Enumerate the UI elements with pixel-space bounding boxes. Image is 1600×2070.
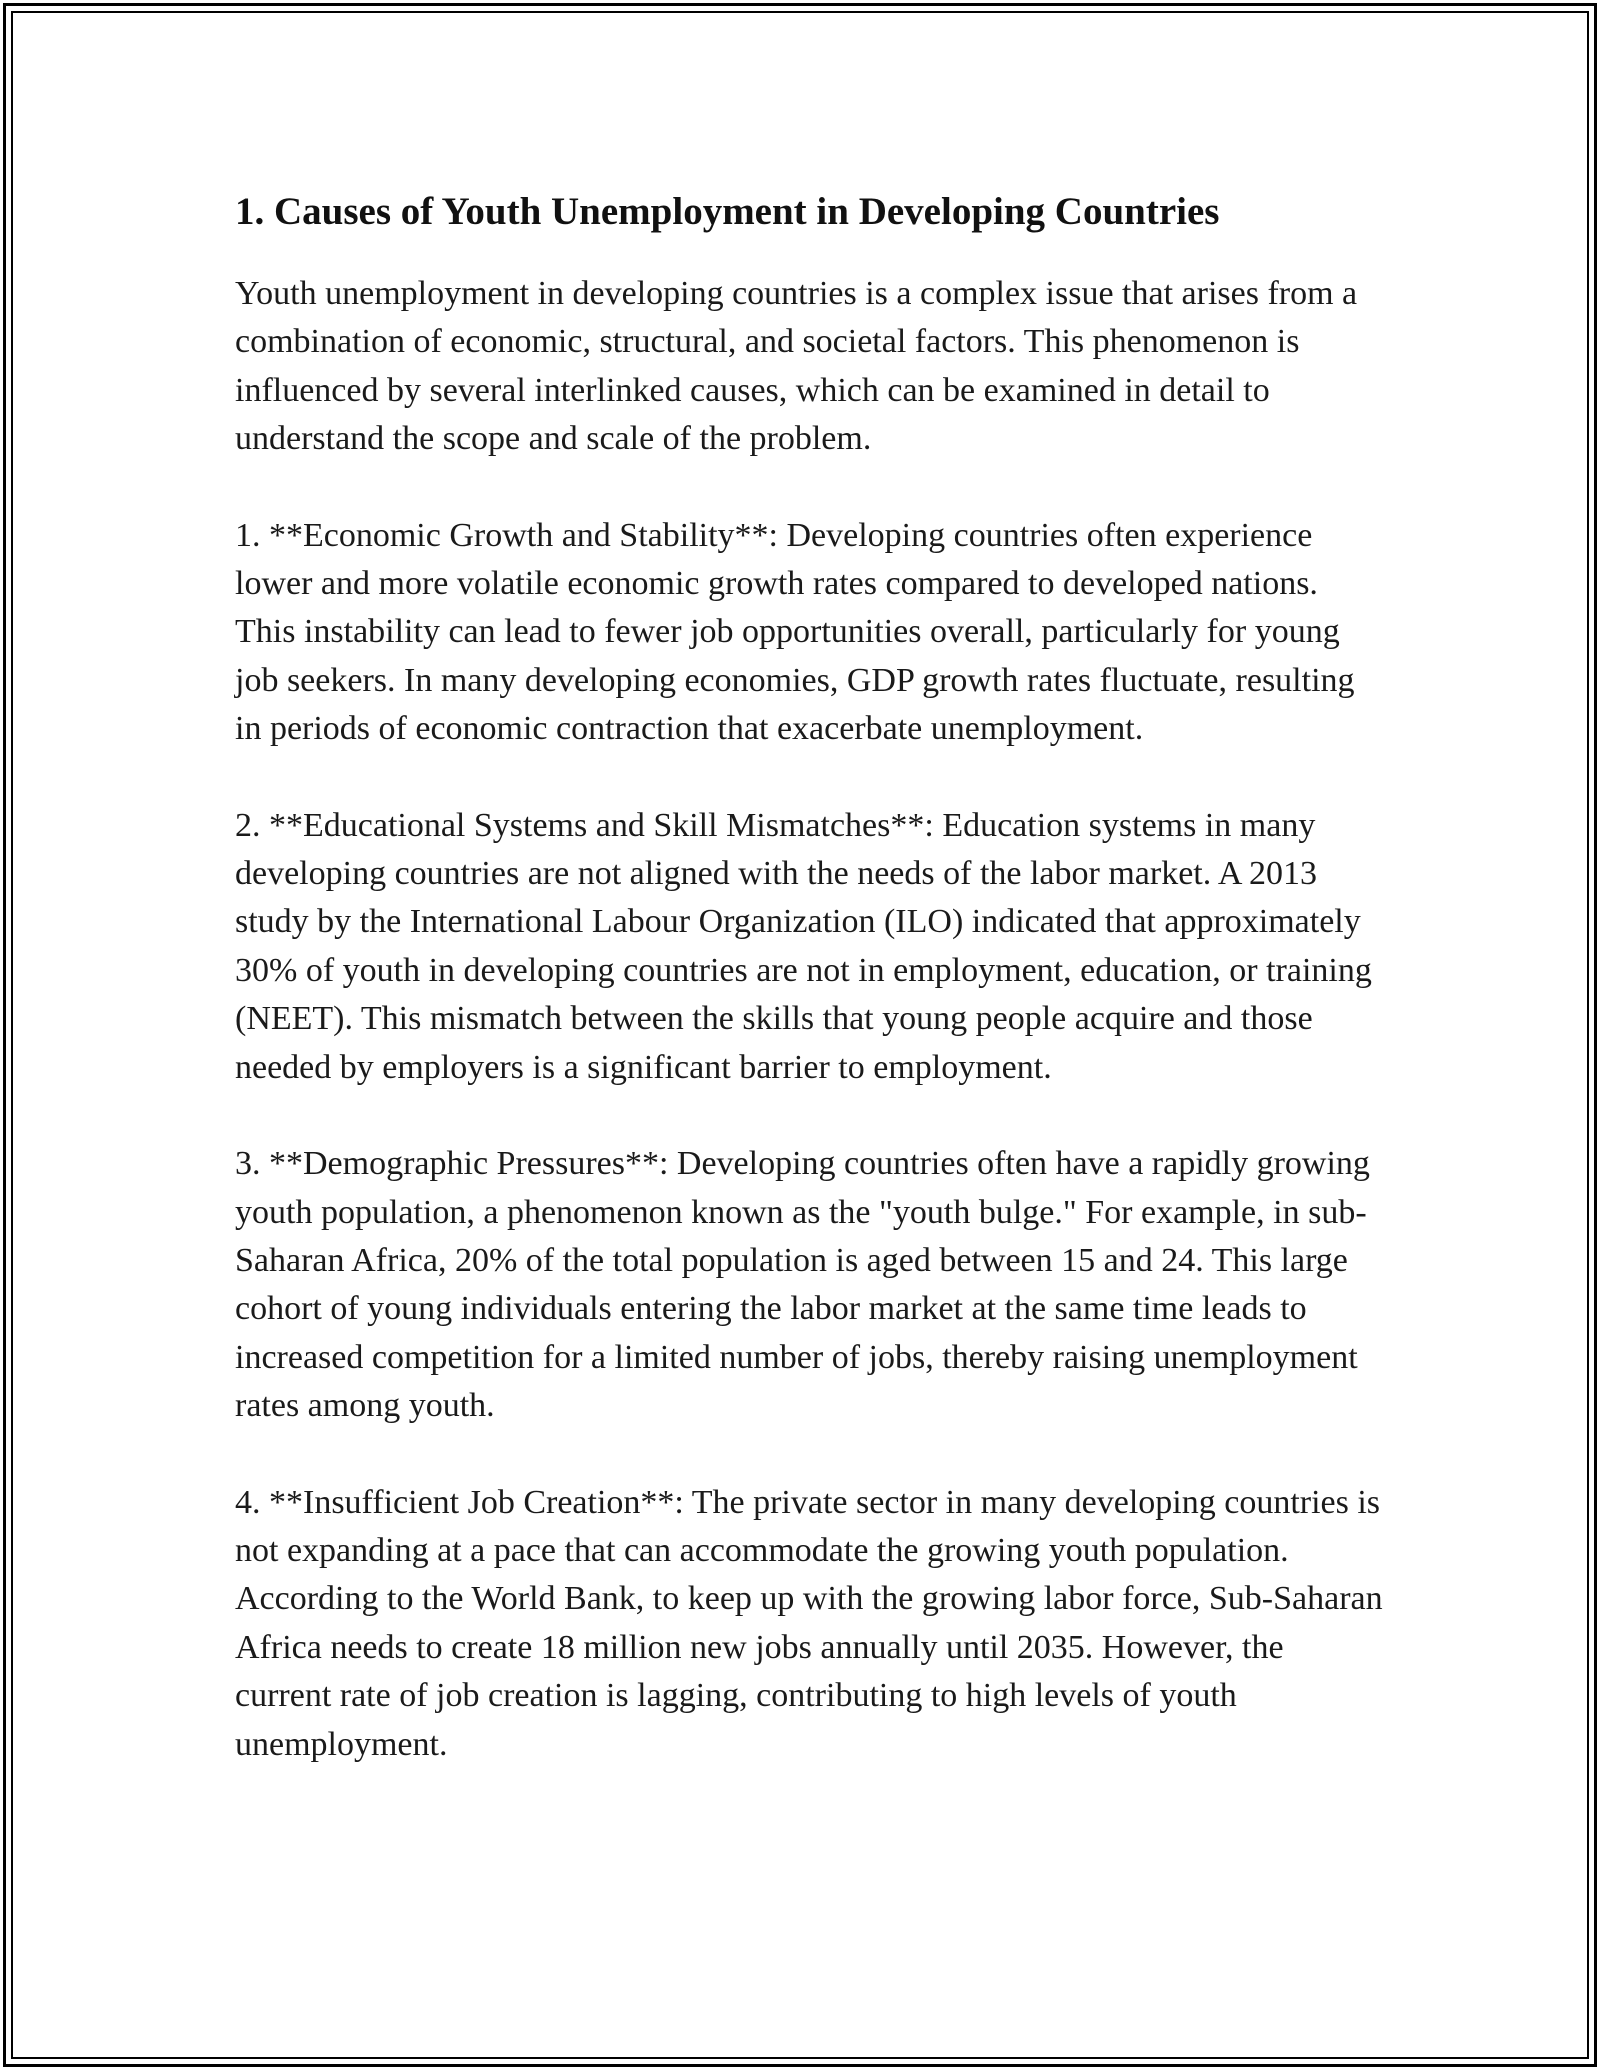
cause-demographic-pressures-paragraph: 3. **Demographic Pressures**: Developing countries often have a rapidly growing youth population, a phenomenon known as the "youth bulge." For example, in sub-Saharan Africa, 20% of the total population is aged between 15 and 24. This large cohort of young individuals entering the labor market at the same time leads to increased competition for a limited number of jobs, thereby raising unemployment rates among youth. <box>235 1145 1370 1425</box>
cause-economic-growth-paragraph: 1. **Economic Growth and Stability**: Developing countries often experience lower and more volatile economic growth rates compared to developed nations. This instability can lead to fewer job opportunities overall, particularly for young job seekers. In many developing economies, GDP growth rates fluctuate, resulting in periods of economic contraction that exacerbate unemployment. <box>235 516 1355 748</box>
cause-education-skills-paragraph: 2. **Educational Systems and Skill Mismatches**: Education systems in many developing countries are not aligned with the needs of the labor market. A 2013 study by the International Labour Organization (ILO) indicated that approximately 30% of youth in developing countries are not in employment, education, or training (NEET). This mismatch between the skills that young people acquire and those needed by employers is a significant barrier to employment. <box>235 806 1372 1086</box>
intro-paragraph: Youth unemployment in developing countries is a complex issue that arises from a combination of economic, structural, and societal factors. This phenomenon is influenced by several interlinked causes, which can be examined in detail to understand the scope and scale of the problem. <box>235 275 1358 458</box>
cause-job-creation-paragraph: 4. **Insufficient Job Creation**: The private sector in many developing countries is not expanding at a pace that can accommodate the growing youth population. According to the World Bank, to keep up with the growing labor force, Sub-Saharan Africa needs to create 18 million new jobs annually until 2035. However, the current rate of job creation is lagging, contributing to high levels of youth unemployment. <box>235 1483 1383 1763</box>
document-body <box>235 186 1385 1817</box>
section-title: 1. Causes of Youth Unemployment in Developing Countries <box>235 190 1220 233</box>
